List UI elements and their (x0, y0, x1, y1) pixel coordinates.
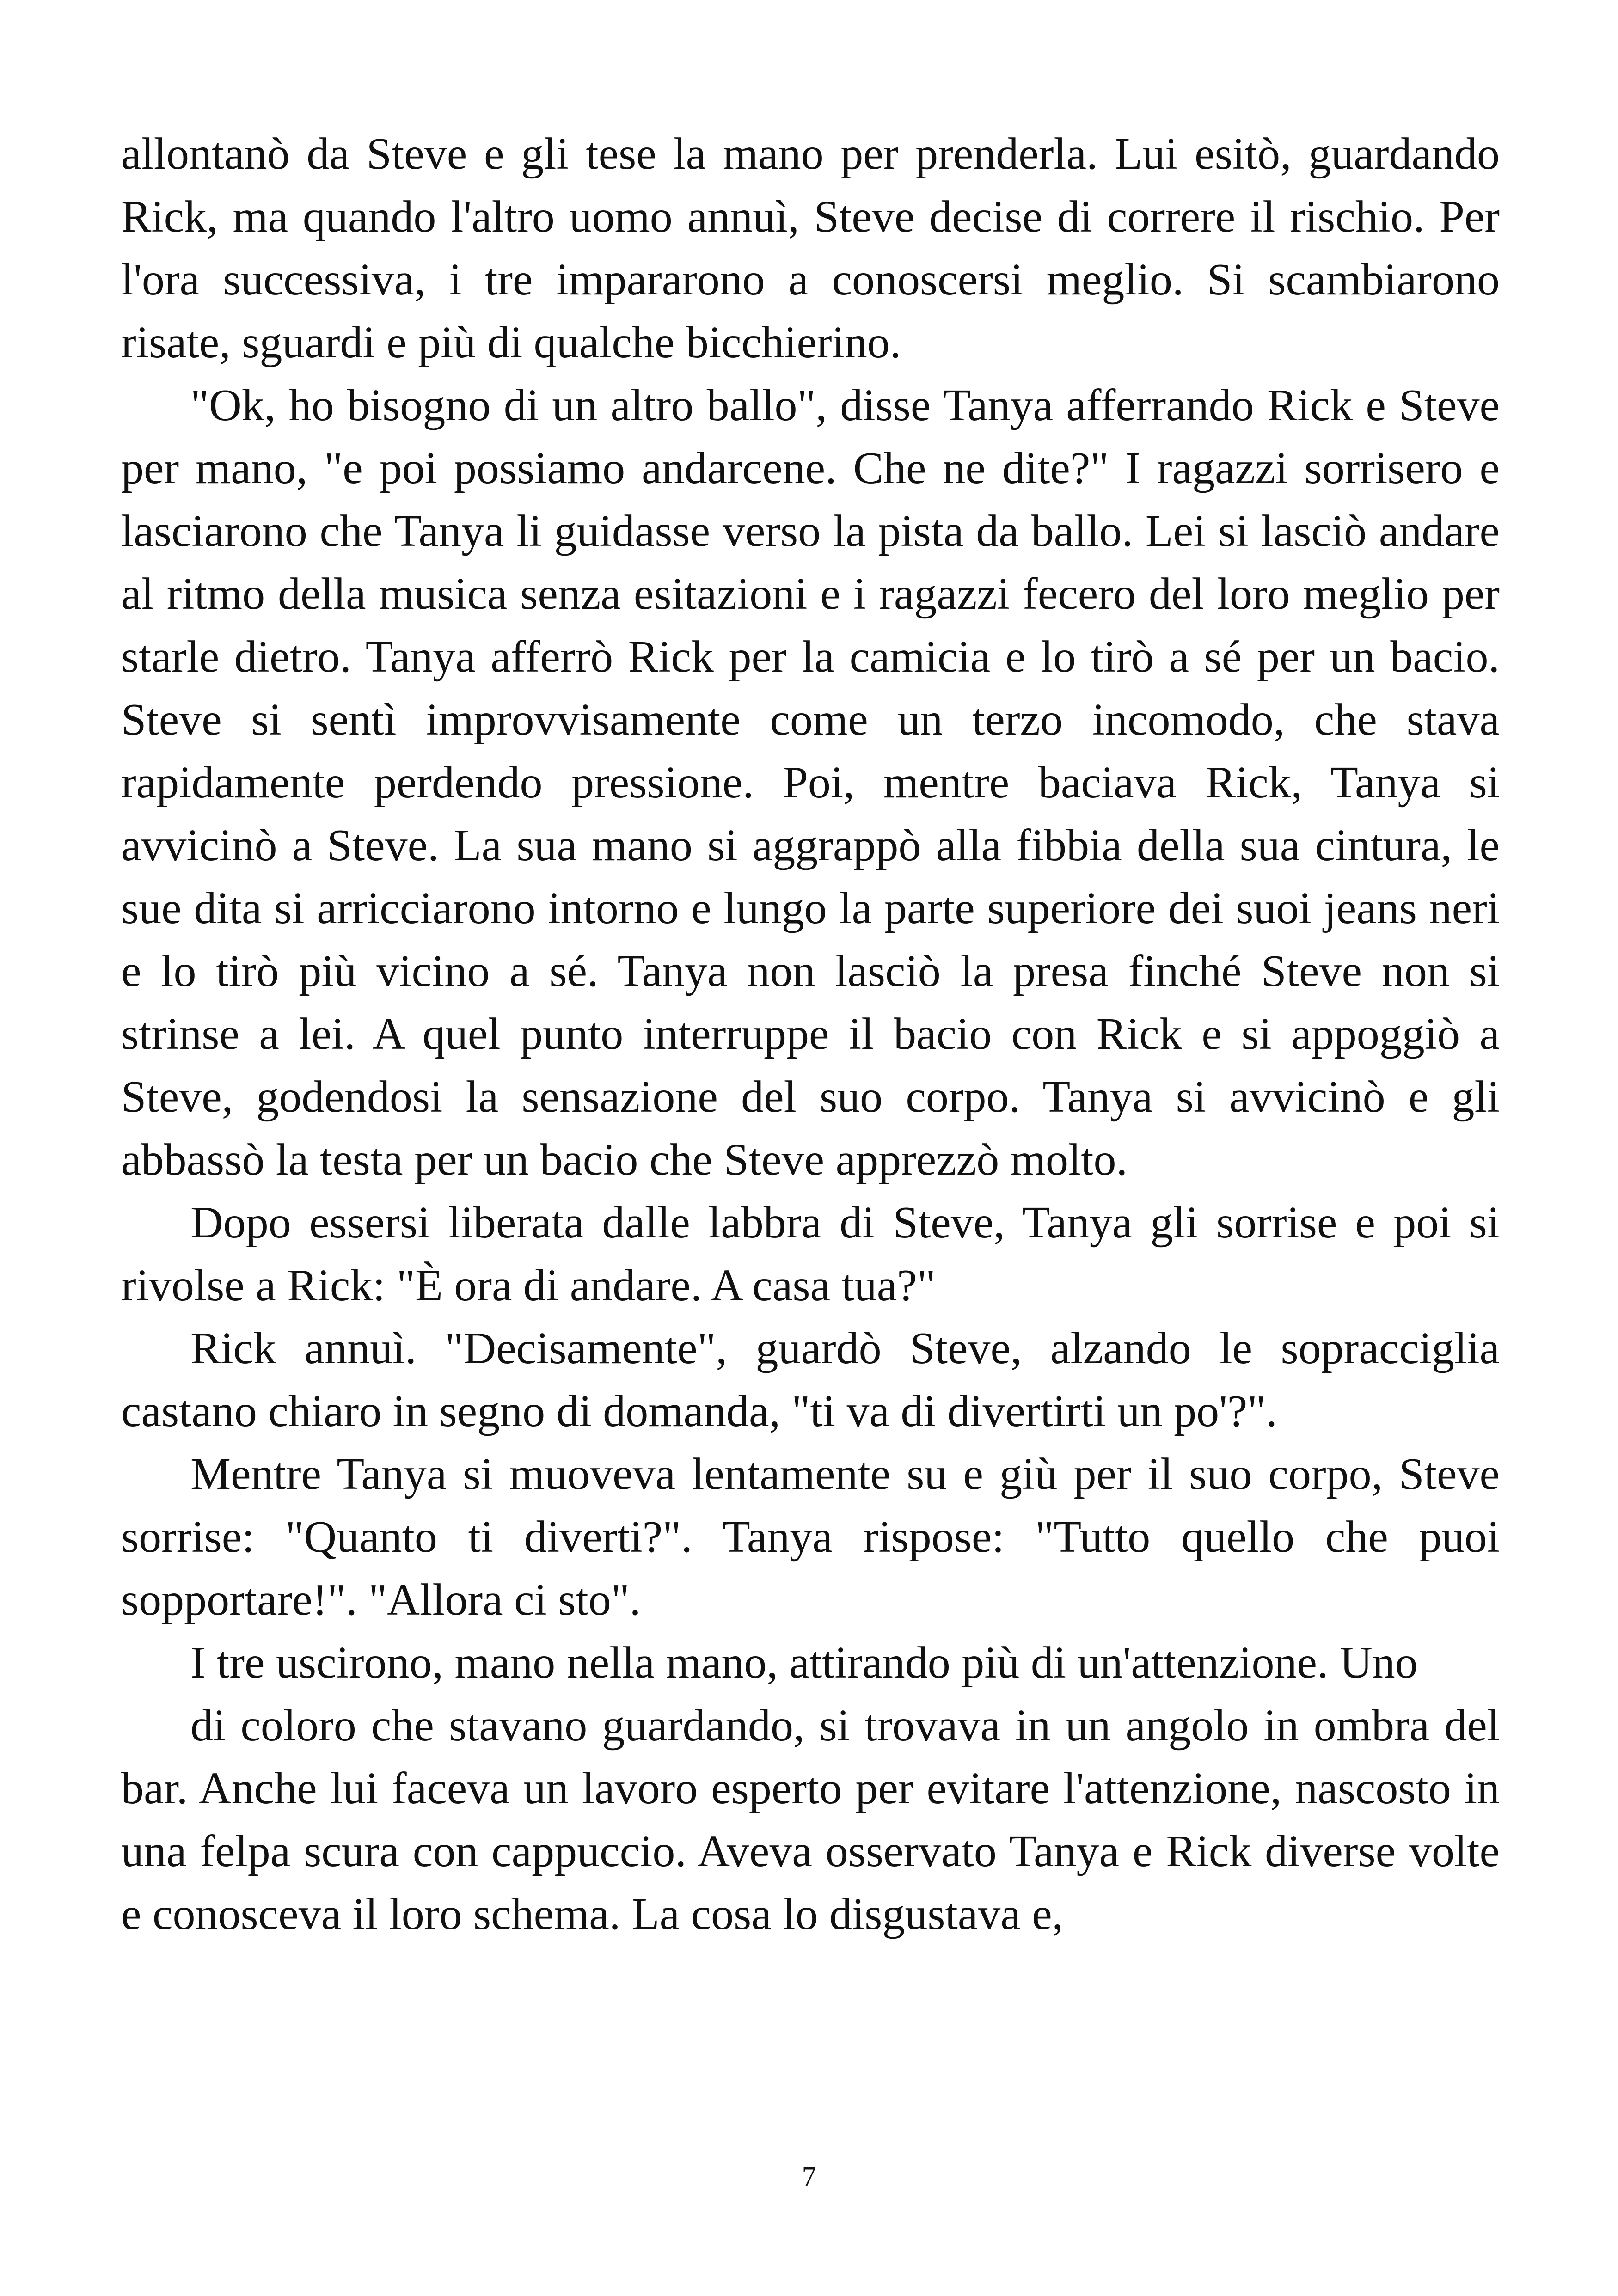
paragraph: Rick annuì. "Decisamente", guardò Steve, alzando le sopracciglia castano chiaro in segno di domanda, "ti va di divertirti un po'?". (121, 1323, 1500, 1436)
page-number: 7 (802, 2161, 816, 2193)
paragraph: "Ok, ho bisogno di un altro ballo", disse Tanya afferrando Rick e Steve per mano, "e poi possiamo andarcene. Che ne dite?" I ragazzi sorrisero e lasciarono che Tanya li guidasse verso la pista da ballo. Lei si lasciò andare al ritmo della musica senza esitazioni e i ragazzi fecero del loro meglio per starle dietro. Tanya afferrò Rick per la camicia e lo tirò a sé per un bacio. Steve si sentì improvvisamente come un terzo incomodo, che stava rapidamente perdendo pressione. Poi, mentre baciava Rick, Tanya si avvicinò a Steve. La sua mano si aggrappò alla fibbia della sua cintura, le sue dita si arricciarono intorno e lungo la parte superiore dei suoi jeans neri e lo tirò più vicino a sé. Tanya non lasciò la presa finché Steve non si strinse a lei. A quel punto interruppe il bacio con Rick e si appoggiò a Steve, godendosi la sensazione del suo corpo. Tanya si avvicinò e gli abbassò la testa per un bacio che Steve apprezzò molto. (121, 380, 1500, 1185)
paragraph: Dopo essersi liberata dalle labbra di Steve, Tanya gli sorrise e poi si rivolse a Rick: "È ora di andare. A casa tua?" (121, 1198, 1500, 1310)
paragraph: allontanò da Steve e gli tese la mano per prenderla. Lui esitò, guardando Rick, ma quando l'altro uomo annuì, Steve decise di correre il rischio. Per l'ora successiva, i tre impararono a conoscersi meglio. Si scambiarono risate, sguardi e più di qualche bicchierino. (121, 129, 1500, 367)
page-body (121, 122, 1500, 1946)
paragraph: Mentre Tanya si muoveva lentamente su e giù per il suo corpo, Steve sorrise: "Quanto ti diverti?". Tanya rispose: "Tutto quello che puoi sopportare!". "Allora ci sto". (121, 1449, 1500, 1625)
paragraph: I tre uscirono, mano nella mano, attirando più di un'attenzione. Uno (190, 1638, 1418, 1688)
paragraph: di coloro che stavano guardando, si trovava in un angolo in ombra del bar. Anche lui faceva un lavoro esperto per evitare l'attenzione, nascosto in una felpa scura con cappuccio. Aveva osservato Tanya e Rick diverse volte e conosceva il loro schema. La cosa lo disgustava e, (121, 1701, 1500, 1939)
